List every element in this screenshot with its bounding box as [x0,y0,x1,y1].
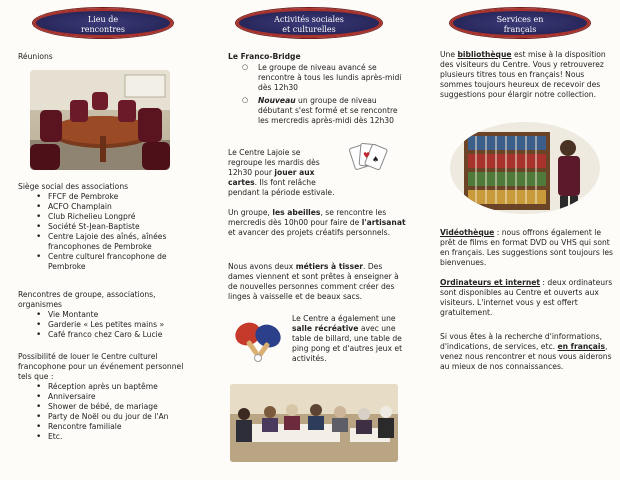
text-run: , venez nous rencontrer et nous vous aiderons au mieux de nos connaissances. [440,342,612,372]
text-run: Le Centre a également une [292,314,396,323]
column-activites [206,0,414,480]
franco-bridge-list [228,63,406,126]
banner-line: et culturelles [282,25,336,34]
svg-text:♥: ♥ [363,151,371,160]
siege-section [18,182,198,272]
list-item: • ACFO Champlain [18,202,198,212]
louer-section [18,352,198,442]
list-item: • Société St-Jean-Baptiste [18,222,198,232]
text-run: Un groupe, [228,208,273,217]
salle-paragraph [292,314,410,364]
group-activity-illustration [230,384,398,462]
ping-pong-paddles-icon [228,318,288,364]
text-run: les abeilles [272,208,321,217]
list-item: • Shower de bébé, de mariage [18,402,198,412]
text-run: est mise à la disposition des visiteurs du Centre. Vous y retrouverez plusieurs titres tous en français! Nous sommes toujours heureux de recevoir des suggestions pour élargir notre collection. [440,50,606,100]
list-item: • Party de Noël ou du jour de l'An [18,412,198,422]
text-run: . Ils font relâche pendant la période estivale. [228,178,335,198]
text-run: et avancer des projets créatifs personnels. [228,228,391,238]
abeilles-paragraph [228,208,408,238]
text-run: Une [440,50,458,59]
lajoie-paragraph [228,148,336,198]
text-run: jouer aux cartes [228,168,315,188]
svg-text:♠: ♠ [372,155,380,164]
list-item: • Rencontre familiale [18,422,198,432]
text-run: : deux ordinateurs sont disponibles au Centre et ouverts aux visiteurs. L'internet vous y est offert gratuitement. [440,278,613,318]
louer-heading: Possibilité de louer le Centre culturel francophone pour un événement personnel tels que : [18,352,184,382]
informations-paragraph [440,332,620,372]
franco-item2-text: un groupe de niveau débutant s'est formé et se rencontre les mercredis après-midi dès 12h30 [258,96,398,126]
videotheque-paragraph [440,228,616,268]
reunions-heading: Réunions [18,52,53,61]
text-run: l'artisanat [361,218,406,228]
playing-cards-icon [348,140,388,174]
list-item: • Café franco chez Caro & Lucie [18,330,198,340]
text-run: avec une table de billard, une table de ping pong et d'autres jeux et activités. [292,324,403,364]
text-run: Ordinateurs et internet [440,278,541,287]
list-item: • Garderie « Les petites mains » [18,320,198,330]
list-item: • Réception après un baptême [18,382,198,392]
groupes-list [18,310,198,340]
text-run: , se rencontre les mercredis dès 10h00 pour faire de [228,208,387,228]
franco-bridge-title: Le Franco-Bridge [228,52,301,61]
banner-services [450,8,590,38]
list-item: • Anniversaire [18,392,198,402]
list-item [228,96,406,126]
meeting-room-photo [30,70,170,170]
siege-list [18,192,198,272]
meeting-room-illustration [30,70,170,170]
text-run: en français [557,342,605,352]
text-run: Si vous êtes à la recherche d'informations, d'indications, de services, etc. [440,332,603,352]
list-item: • Etc. [18,432,198,442]
banner-line: Services en [496,15,544,24]
banner-lieu-de-rencontres [33,8,173,38]
list-item: ○ Le groupe de niveau avancé se rencontre à tous les lundis après-midi dès 12h30 [228,63,406,93]
list-item: • Club Richelieu Longpré [18,212,198,222]
library-photo [450,122,600,214]
text-run: métiers à tisser [295,262,363,271]
list-item: • FFCF de Pembroke [18,192,198,202]
text-run: : nous offrons également le prêt de films en format DVD ou VHS qui sont en français. Les suggestions sont toujours les bienvenues. [440,228,614,268]
column-services-en-francais [414,0,620,480]
siege-heading: Siège social des associations [18,182,129,191]
text-run: salle récréative [292,324,359,334]
text-run: bibliothèque [457,50,512,59]
library-illustration [450,122,600,214]
banner-line: français [503,25,537,34]
banner-line: rencontres [80,25,126,34]
groupes-heading: Rencontres de groupe, associations, organismes [18,290,156,310]
list-item: • Vie Montante [18,310,198,320]
banner-line: Lieu de [87,15,119,24]
column-lieu-de-rencontres [0,0,206,480]
nouveau-label: Nouveau [258,96,296,106]
banner-activites [236,8,382,38]
text-run: . Des dames viennent et sont prêtes à enseigner à de nouvelles personnes comment créer des linges à vaisselle et de beaux sacs. [228,262,399,302]
group-activity-photo [230,384,398,462]
text-run: Le Centre Lajoie se regroupe les mardis dès 12h30 pour [228,148,320,178]
bibliotheque-paragraph [440,50,616,100]
text-run: Vidéothèque [440,228,495,237]
list-item: • Centre Lajoie des aînés, aînées francophones de Pembroke [18,232,198,252]
louer-list [18,382,198,442]
franco-bridge-section [228,52,406,129]
banner-line: Activités sociales [274,15,344,24]
tisser-paragraph [228,262,408,302]
list-item: • Centre culturel francophone de Pembroke [18,252,198,272]
groupes-section [18,290,198,340]
text-run: Nous avons deux [228,262,296,271]
ordinateurs-paragraph [440,278,616,318]
